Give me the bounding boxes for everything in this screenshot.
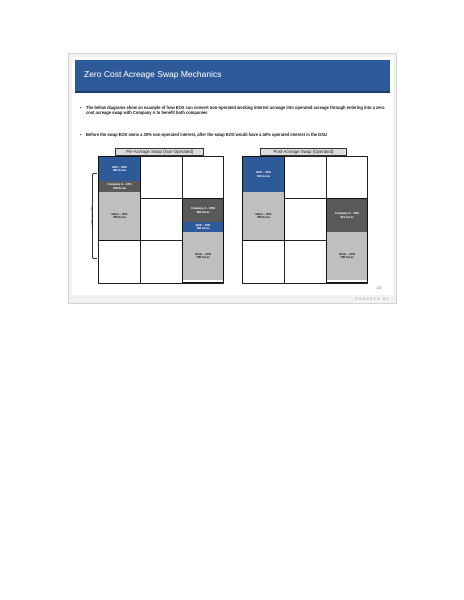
slide-frame [68, 53, 397, 304]
page-number: 23 [376, 285, 381, 290]
post-eox-line1: EOX – 40% [256, 170, 271, 175]
pre-eox-right-line1: EOX – 10% [195, 222, 211, 227]
pre-company-a-left-line2: 128 Acres [112, 185, 127, 190]
post-eox-line2: 512 Acres [256, 173, 271, 178]
slide-title: Zero Cost Acreage Swap Mechanics [84, 69, 222, 79]
pre-company-a-right-line2: 384 Acres [196, 209, 210, 214]
bullet-1-text: The below diagrams show an example of how EOX can convert non-operated working interest acreage into operated acreage through entering into a zero cost acreage swap with Company A to benefit both companies [86, 105, 385, 116]
post-company-a-line1: Company A – 40% [334, 211, 360, 216]
post-swap-grid [242, 156, 368, 284]
pre-swap-title: Pre-Acreage Swap (Non-Operated) [115, 148, 204, 156]
pre-other-right-line2: 768 Acres [196, 255, 210, 259]
slide [72, 57, 393, 295]
slide-header [75, 60, 390, 93]
post-other-left-line2: 768 Acres [256, 215, 271, 219]
post-left-section-frame [242, 156, 285, 241]
pre-right-section-frame [182, 198, 224, 283]
pre-other-left-line2: 768 Acres [112, 215, 127, 219]
pre-company-a-right-line1: Company A – 60% [190, 206, 216, 211]
pre-eox-line2: 384 Acres [112, 168, 127, 172]
pre-eox-right-line2: 128 Acres [196, 226, 210, 230]
pre-company-a-left-line1: Company A – 10% [107, 182, 132, 187]
pre-left-section-frame [98, 156, 141, 241]
post-swap-title: Post-Acreage Swap (Operated) [260, 148, 347, 156]
footer-brand: POWERED BY [355, 297, 390, 301]
pre-other-left-line1: Other – 60% [111, 211, 128, 216]
bullet-2-text: Before the swap EOX owns a 30% non-operated interest, after the swap EOX would have a 40% operated interest in the DSU [86, 132, 327, 137]
post-other-right-line1: Other – 30% [338, 251, 356, 256]
pre-swap-grid [98, 156, 224, 284]
bullet-1 [80, 105, 386, 116]
bullet-2 [80, 132, 391, 137]
dsu-bracket-label: 1,280 acre DSU [90, 205, 94, 227]
bullet-icon: ▪ [80, 105, 82, 110]
post-other-left-line1: Other – 60% [255, 211, 272, 216]
post-other-right-line2: 768 Acres [340, 255, 354, 259]
bullet-icon: ▪ [80, 132, 82, 137]
pre-eox-line1: EOX – 30% [112, 164, 127, 169]
post-company-a-line2: 512 Acres [340, 214, 354, 219]
pre-other-right-line1: Other – 30% [194, 251, 212, 256]
post-right-section-frame [326, 198, 368, 283]
